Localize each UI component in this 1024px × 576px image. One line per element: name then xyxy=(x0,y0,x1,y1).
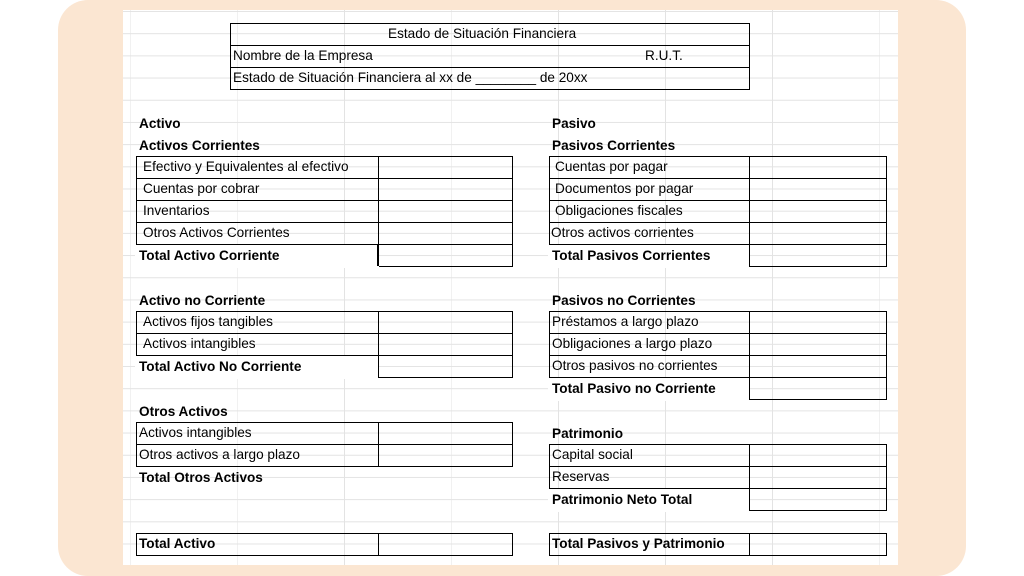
noncurrent-liability-item: Otros pasivos no corrientes xyxy=(552,358,718,373)
total-noncurrent-liabilities: Total Pasivo no Corriente xyxy=(552,381,716,396)
current-asset-item: Cuentas por cobrar xyxy=(143,181,260,196)
spreadsheet xyxy=(123,10,898,565)
rut-label: R.U.T. xyxy=(645,48,683,63)
other-asset-item: Otros activos a largo plazo xyxy=(139,447,300,462)
other-asset-item: Activos intangibles xyxy=(139,425,252,440)
total-current-assets: Total Activo Corriente xyxy=(139,248,280,263)
current-asset-item: Efectivo y Equivalentes al efectivo xyxy=(143,159,349,174)
company-name-label: Nombre de la Empresa xyxy=(233,48,373,63)
current-liability-item: Documentos por pagar xyxy=(555,181,694,196)
current-asset-item: Otros Activos Corrientes xyxy=(143,225,290,240)
statement-date-line: Estado de Situación Financiera al xx de ________ de 20xx xyxy=(233,70,588,85)
current-liability-item: Cuentas por pagar xyxy=(555,159,668,174)
noncurrent-asset-item: Activos intangibles xyxy=(143,336,256,351)
total-assets: Total Activo xyxy=(139,536,216,551)
total-liabilities-and-equity: Total Pasivos y Patrimonio xyxy=(552,536,725,551)
noncurrent-assets-heading: Activo no Corriente xyxy=(139,293,266,308)
noncurrent-asset-item: Activos fijos tangibles xyxy=(143,314,273,329)
current-liability-item: Otros activos corrientes xyxy=(551,225,694,240)
current-liabilities-heading: Pasivos Corrientes xyxy=(552,138,676,153)
total-noncurrent-assets: Total Activo No Corriente xyxy=(139,359,302,374)
total-current-liabilities: Total Pasivos Corrientes xyxy=(552,248,711,263)
current-asset-item: Inventarios xyxy=(143,203,210,218)
assets-heading: Activo xyxy=(139,116,181,131)
equity-heading: Patrimonio xyxy=(552,426,623,441)
current-liability-item: Obligaciones fiscales xyxy=(555,203,683,218)
liabilities-heading: Pasivo xyxy=(552,116,596,131)
equity-item: Capital social xyxy=(552,447,633,462)
total-other-assets: Total Otros Activos xyxy=(139,470,263,485)
noncurrent-liability-item: Préstamos a largo plazo xyxy=(552,314,699,329)
statement-title: Estado de Situación Financiera xyxy=(388,26,577,41)
other-assets-heading: Otros Activos xyxy=(139,404,228,419)
total-equity: Patrimonio Neto Total xyxy=(552,492,693,507)
equity-item: Reservas xyxy=(552,469,610,484)
noncurrent-liability-item: Obligaciones a largo plazo xyxy=(552,336,713,351)
current-assets-heading: Activos Corrientes xyxy=(139,138,260,153)
noncurrent-liabilities-heading: Pasivos no Corrientes xyxy=(552,293,696,308)
